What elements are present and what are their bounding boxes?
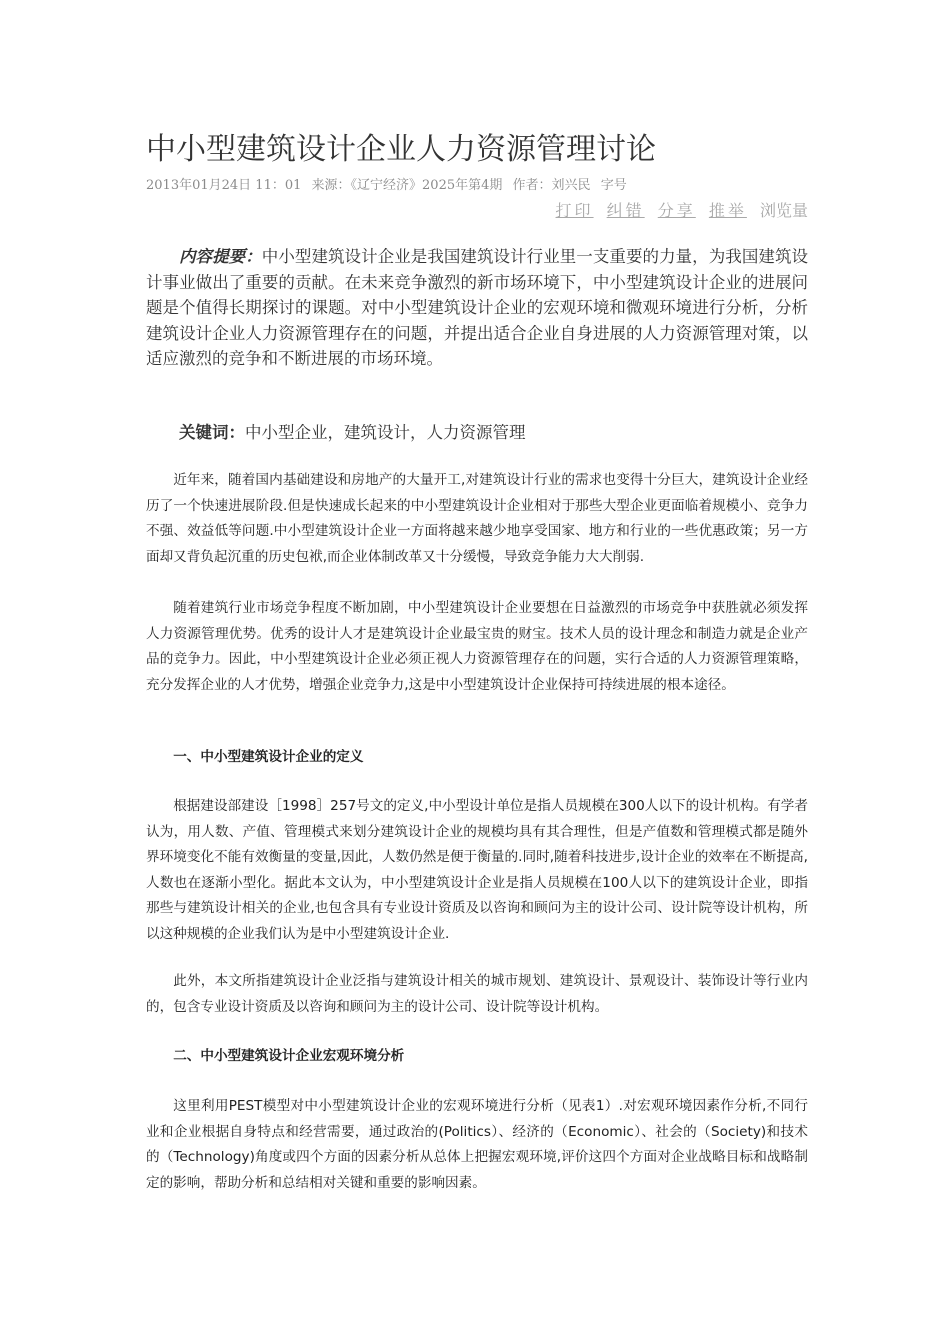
view-count-label: 浏览量 — [759, 201, 808, 220]
body-paragraph: 近年来，随着国内基础建设和房地产的大量开工,对建筑设计行业的需求也变得十分巨大，建筑设计企业经历了一个快速进展阶段.但是快速成长起来的中小型建筑设计企业相对于那些大型企业更面临着规模小、竞争力不强、效益低等问题.中小型建筑设计企业一方面将越来越少地享受国家、地方和行业的一些优惠政策；另一方面却又背负起沉重的历史包袱,而企业体制改革又十分缓慢，导致竞争能力大大削弱. — [146, 472, 808, 565]
body-paragraph: 随着建筑行业市场竞争程度不断加剧，中小型建筑设计企业要想在日益激烈的市场竞争中获胜就必须发挥人力资源管理优势。优秀的设计人才是建筑设计企业最宝贵的财宝。技术人员的设计理念和制造力就是企业产品的竞争力。因此，中小型建筑设计企业必须正视人力资源管理存在的问题，实行合适的人力资源管理策略，充分发挥企业的人才优势，增强企业竞争力,这是中小型建筑设计企业保持可持续进展的根本途径。 — [146, 600, 808, 693]
article-author: 作者：刘兴民 — [512, 178, 591, 193]
section-heading: 一、中小型建筑设计企业的定义 — [173, 749, 364, 765]
body-paragraph: 根据建设部建设［1998］257号文的定义,中小型设计单位是指人员规模在300人以下的设计机构。有学者认为，用人数、产值、管理模式来划分建筑设计企业的规模均具有其合理性，但是产值数和管理模式都是随外界环境变化不能有效衡量的变量,因此，人数仍然是便于衡量的.同时,随着科技进步,设计企业的效率在不断提高,人数也在逐渐小型化。据此本文认为，中小型建筑设计企业是指人员规模在100人以下的建筑设计企业，即指那些与建筑设计相关的企业,也包含具有专业设计资质及以咨询和顾问为主的设计公司、设计院等设计机构，所以这种规模的企业我们认为是中小型建筑设计企业. — [146, 798, 808, 942]
article-meta — [146, 177, 808, 195]
print-link[interactable]: 打印 — [555, 201, 594, 220]
correct-link[interactable]: 纠错 — [606, 201, 645, 220]
article-title: 中小型建筑设计企业人力资源管理讨论 — [146, 132, 656, 167]
section-heading: 二、中小型建筑设计企业宏观环境分析 — [173, 1048, 405, 1064]
article-actions — [548, 200, 808, 222]
article-source: 来源：《辽宁经济》2025年第4期 — [311, 178, 503, 193]
publish-date: 2013年01月24日 11：01 — [146, 178, 302, 193]
keywords-label: 关键词： — [179, 423, 245, 442]
share-link[interactable]: 分享 — [657, 201, 696, 220]
abstract-label: 内容提要： — [179, 247, 262, 266]
font-size-control[interactable]: 字号 — [600, 178, 627, 193]
body-paragraph: 这里利用PEST模型对中小型建筑设计企业的宏观环境进行分析（见表1）.对宏观环境因素作分析,不同行业和企业根据自身特点和经营需要，通过政治的(Politics）、经济的（Economic）、社会的（Society)和技术的（Technology)角度或四个方面的因素分析从总体上把握宏观环境,评价这四个方面对企业战略目标和战略制定的影响，帮助分析和总结相对关键和重要的影响因素。 — [146, 1098, 808, 1191]
body-paragraph: 此外，本文所指建筑设计企业泛指与建筑设计相关的城市规划、建筑设计、景观设计、装饰设计等行业内的，包含专业设计资质及以咨询和顾问为主的设计公司、设计院等设计机构。 — [146, 973, 808, 1015]
abstract — [146, 244, 808, 372]
keywords-text: 中小型企业，建筑设计，人力资源管理 — [245, 423, 526, 442]
keywords — [146, 420, 808, 445]
recommend-link[interactable]: 推举 — [708, 201, 747, 220]
abstract-text: 中小型建筑设计企业是我国建筑设计行业里一支重要的力量，为我国建筑设计事业做出了重要的贡献。在未来竞争激烈的新市场环境下，中小型建筑设计企业的进展问题是个值得长期探讨的课题。对中小型建筑设计企业的宏观环境和微观环境进行分析，分析建筑设计企业人力资源管理存在的问题，并提出适合企业自身进展的人力资源管理对策，以适应激烈的竞争和不断进展的市场环境。 — [146, 247, 809, 368]
